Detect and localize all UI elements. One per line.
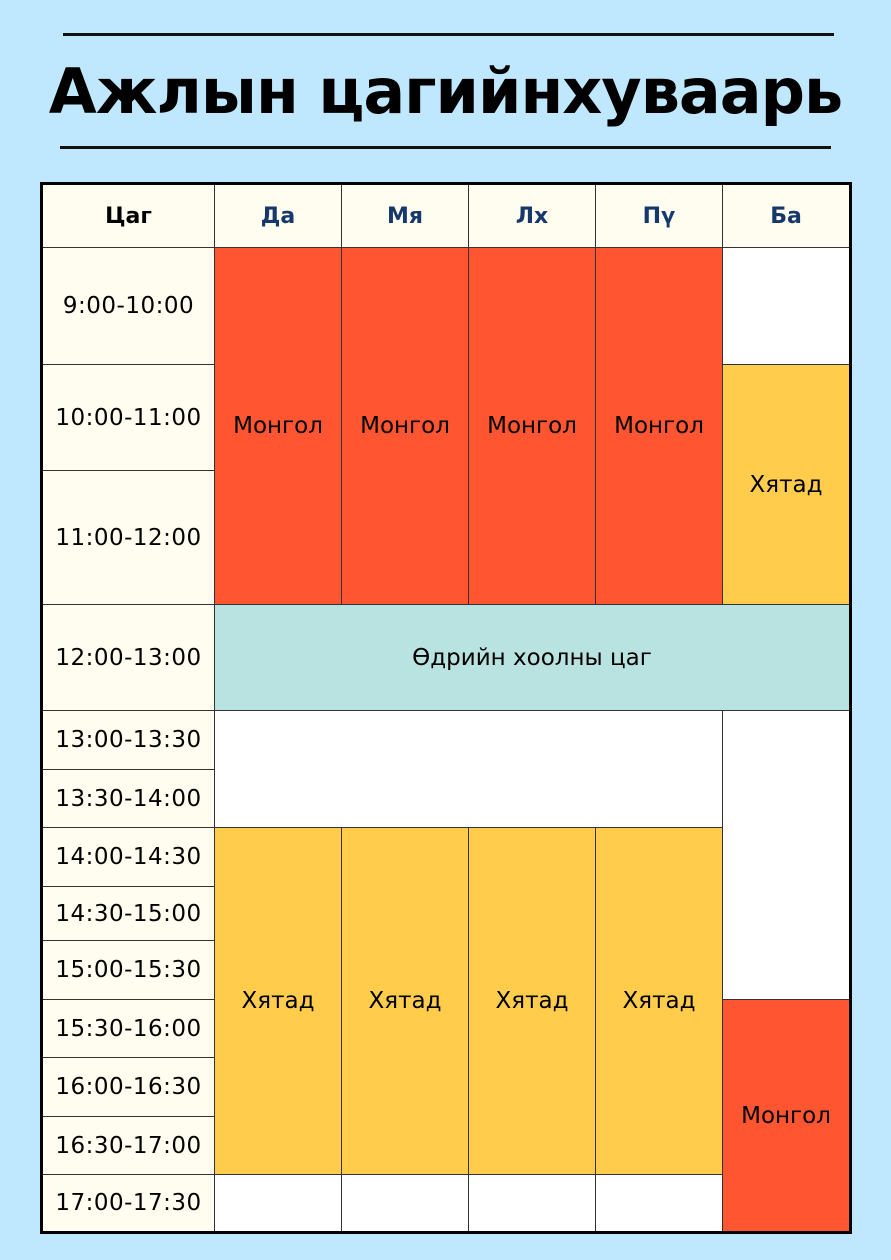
time-slot: 13:00-13:30 [43, 711, 215, 770]
time-slot: 16:00-16:30 [43, 1058, 215, 1117]
class-block-tue-morning: Монгол [342, 248, 469, 605]
time-slot: 10:00-11:00 [43, 365, 215, 471]
class-block-thu-afternoon: Хятад [596, 828, 723, 1175]
header-day-tue: Мя [342, 185, 469, 248]
header-day-thu: Пү [596, 185, 723, 248]
time-slot: 17:00-17:30 [43, 1175, 215, 1231]
title-rule-top [63, 33, 834, 36]
page-title: Ажлын цагийнхуваарь [48, 55, 843, 128]
time-slot: 16:30-17:00 [43, 1117, 215, 1175]
class-block-mon-morning: Монгол [215, 248, 342, 605]
time-slot: 14:00-14:30 [43, 828, 215, 887]
class-block-mon-afternoon: Хятад [215, 828, 342, 1175]
header-day-mon: Да [215, 185, 342, 248]
time-slot: 9:00-10:00 [43, 248, 215, 365]
class-block-fri-morning: Хятад [723, 365, 849, 605]
schedule-table [40, 182, 852, 1234]
time-slot: 11:00-12:00 [43, 471, 215, 605]
class-block-wed-afternoon: Хятад [469, 828, 596, 1175]
time-slot: 14:30-15:00 [43, 887, 215, 941]
empty-cell [596, 1175, 723, 1231]
empty-cell [723, 248, 849, 365]
empty-cell [469, 1175, 596, 1231]
class-block-fri-afternoon: Монгол [723, 1000, 849, 1231]
title-rule-bottom [60, 146, 831, 149]
class-block-wed-morning: Монгол [469, 248, 596, 605]
header-time: Цаг [43, 185, 215, 248]
class-block-tue-afternoon: Хятад [342, 828, 469, 1175]
class-block-thu-morning: Монгол [596, 248, 723, 605]
time-slot: 15:30-16:00 [43, 1000, 215, 1058]
empty-cell [723, 711, 849, 1000]
empty-cell [215, 1175, 342, 1231]
empty-cell [215, 711, 723, 828]
header-day-wed: Лх [469, 185, 596, 248]
time-slot: 12:00-13:00 [43, 605, 215, 711]
header-day-fri: Ба [723, 185, 849, 248]
time-slot: 15:00-15:30 [43, 941, 215, 1000]
time-slot: 13:30-14:00 [43, 770, 215, 828]
empty-cell [342, 1175, 469, 1231]
lunch-block: Өдрийн хоолны цаг [215, 605, 849, 711]
